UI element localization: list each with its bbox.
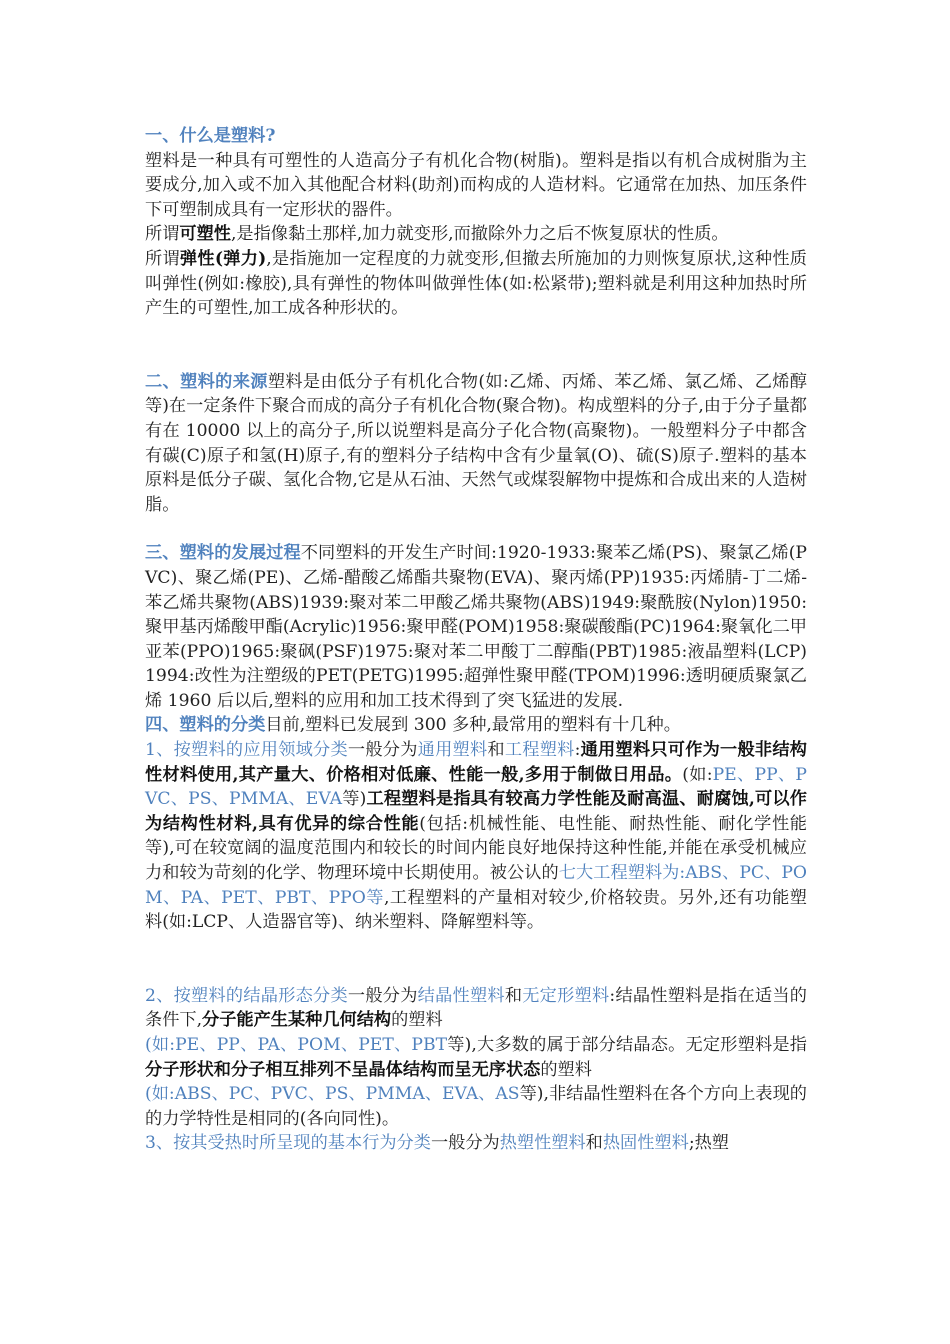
classification-2-title: 2、按塑料的结晶形态分类 [145,985,348,1006]
seven-engineering-plastics: 七大工程塑料为:ABS、PC、POM、PA、PET、PBT、PPO [145,863,807,908]
text: ,非结晶性塑料在各个方向上表现的的力学特性是相同的(各向同性)。 [145,1084,807,1129]
text: ;热塑 [688,1133,729,1154]
term-crystalline-plastic: 结晶性塑料 [417,985,505,1006]
text: 结晶性塑料是指在适当的条件下, [145,985,807,1031]
text: (包括:机械性能、电性能、耐热性能、耐化学性能等),可在较宽阔的温度范围内和较长的时间内能良好地保持这种性能,并能在承受机械应力和较为苛刻的化学、物理环境中长期使用。被公认的 [145,813,807,884]
section-3-body: 不同塑料的开发生产时间:1920-1933:聚苯乙烯(PS)、聚氯乙烯(PVC)、聚乙烯(PE)、乙烯-醋酸乙烯酯共聚物(EVA)、聚丙烯(PP)1935:丙烯腈-丁二烯-苯乙烯共聚物(ABS)1939:聚对苯二甲酸乙烯共聚物(ABS)1949:聚酰胺(Nylon)1950:聚甲基丙烯酸甲酯(Acrylic)1956:聚甲醛(POM)1958:聚碳酸酯(PC)1964:聚氧化二甲亚苯(PPO)1965:聚砜(PSF)1975:聚对苯二甲酸丁二醇酯(PBT)1985:液晶塑料(LCP)1994:改性为注塑级的PET(PETG)1995:超弹性聚甲醛(TPOM)1996:透明硬质聚氯乙烯 1960 后以后,塑料的应用和加工技术得到了突飞猛进的发展. [145,543,807,711]
text: 和 [585,1133,603,1154]
classification-1-paragraph [145,738,807,935]
text: ,大多数的属于部分结晶态。无定形塑料是指 [471,1035,807,1055]
text: 等 [365,887,384,908]
general-plastic-examples: PE、PP、PVC、PS、PMMA、EVA [145,764,807,810]
term-engineering-plastic: 工程塑料 [504,740,575,761]
text: 和 [504,985,523,1006]
term-plasticity: 可塑性 [179,224,231,245]
term-elasticity: 弹性(弹力) [179,248,267,269]
term-thermoset: 热固性塑料 [602,1133,689,1154]
general-plastic-definition: 通用塑料只可作为一般非结构性材料使用,其产量大、价格相对低廉、性能一般,多用于制做日用品。 [145,740,807,785]
section-3-paragraph [145,541,807,713]
engineering-plastic-definition: 工程塑料是指具有较高力学性能及耐高温、耐腐蚀,可以作为结构性材料,具有优异的综合性能 [145,789,807,834]
section-4-paragraph [145,713,807,738]
text: : [609,985,616,1006]
section-4-body: 目前,塑料已发展到 300 多种,最常用的塑料有十几种。 [265,715,681,736]
section-2-title: 二、塑料的来源 [145,371,268,392]
text: 一般分为 [347,985,418,1006]
text: 等) [342,789,367,810]
document-body [145,124,807,1156]
text: 和 [487,740,505,761]
text: 等) [519,1084,544,1105]
term-thermoplastic: 热塑性塑料 [499,1133,586,1154]
text: 一般分为 [430,1133,500,1154]
plasticity-paragraph [145,222,807,247]
classification-1-title: 1、按塑料的应用领域分类 [145,740,348,761]
text: 的塑料 [391,1010,443,1031]
classification-2-paragraph [145,984,807,1132]
text: : [574,740,581,761]
text: ,是指施加一定程度的力就变形,但撤去所施加的力则恢复原状,这种性质叫弹性(例如:橡胶),具有弹性的物体叫做弹性体(如:松紧带);塑料就是利用这种加热时所产生的可塑性,加工成各种形状的。 [145,248,807,319]
text: 等) [447,1035,472,1055]
elasticity-paragraph [145,247,807,321]
text: (如: [682,764,713,785]
amorphous-examples: (如:ABS、PC、PVC、PS、PMMA、EVA、AS [145,1084,520,1105]
text: 一般分为 [347,740,418,761]
section-2-paragraph [145,370,807,518]
classification-3-paragraph [145,1131,807,1156]
crystalline-definition: 分子能产生某种几何结构 [202,1010,392,1031]
term-amorphous-plastic: 无定形塑料 [522,985,610,1006]
section-1-title: 一、什么是塑料? [145,126,276,146]
text: 所谓 [145,224,180,245]
text: 所谓 [145,248,180,269]
section-2-body: 塑料是由低分子有机化合物(如:乙烯、丙烯、苯乙烯、氯乙烯、乙烯醇等)在一定条件下聚合而成的高分子有机化合物(聚合物)。构成塑料的分子,由于分子量都有在 10000 以上的高分子,所以说塑料是高分子化合物(高聚物)。一般塑料分子中都含有碳(C)原子和氢(H)原子,有的塑料分子结构中含有少量氧(O)、硫(S)原子.塑料的基本原料是低分子碳、氢化合物,它是从石油、天然气或煤裂解物中提炼和合成出来的人造树脂。 [145,371,807,515]
text: 的塑料 [540,1059,592,1080]
classification-3-title: 3、按其受热时所呈现的基本行为分类 [145,1133,431,1154]
term-general-plastic: 通用塑料 [417,740,488,761]
text: ,是指像黏土那样,加力就变形,而撤除外力之后不恢复原状的性质。 [230,224,729,245]
spacer [145,517,807,541]
section-4-title: 四、塑料的分类 [145,715,266,736]
section-1-paragraph: 塑料是一种具有可塑性的人造高分子有机化合物(树脂)。塑料是指以有机合成树脂为主要成分,加入或不加入其他配合材料(助剂)而构成的人造材料。它通常在加热、加压条件下可塑制成具有一定形状的器件。 [145,150,807,220]
spacer [145,321,807,370]
spacer [145,935,807,984]
crystalline-examples: (如:PE、PP、PA、POM、PET、PBT [145,1035,448,1055]
text: ,工程塑料的产量相对较少,价格较贵。另外,还有功能塑料(如:LCP、人造器官等)、纳米塑料、降解塑料等。 [145,887,807,933]
amorphous-definition: 分子形状和分子相互排列不呈晶体结构而呈无序状态 [145,1059,541,1080]
section-3-title: 三、塑料的发展过程 [145,543,301,564]
